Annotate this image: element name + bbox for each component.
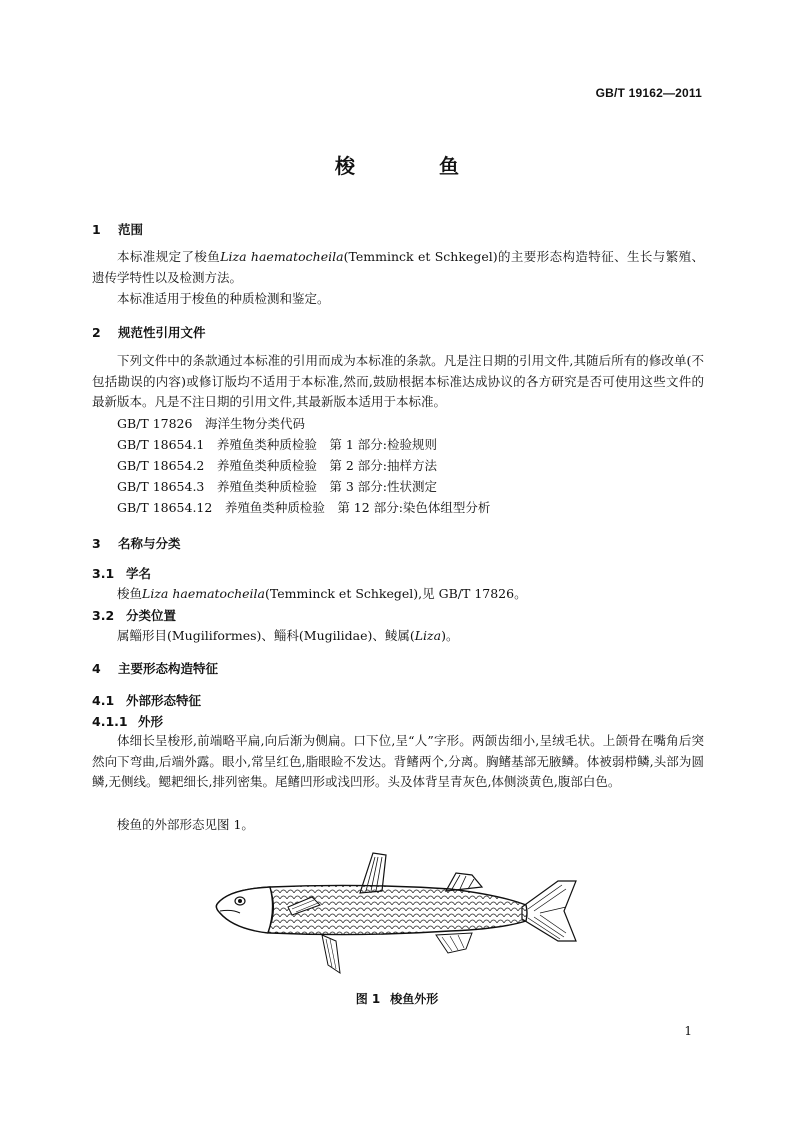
text: 本标准规定了梭鱼 bbox=[117, 249, 221, 264]
section-3-2-heading bbox=[92, 606, 176, 624]
section-4-1-1-heading bbox=[92, 712, 163, 730]
reference-item: GB/T 17826 海洋生物分类代码 bbox=[117, 416, 305, 431]
section-2-paragraph-1: 下列文件中的条款通过本标准的引用而成为本标准的条款。凡是注日期的引用文件,其随后所有的修改单(不包括勘误的内容)或修订版均不适用于本标准,然而,鼓励根据本标准达成协议的各方研究是否可使用这些文件的最新版本。凡是不注日期的引用文件,其最新版本适用于本标准。 bbox=[92, 353, 704, 409]
section-2-heading bbox=[92, 323, 206, 341]
section-title: 学名 bbox=[126, 566, 152, 581]
text: (Temminck et Schkegel)的主要形态构造特征、生长与繁殖、遗传学特性以及检测方法。 bbox=[92, 249, 705, 285]
section-number: 2 bbox=[92, 325, 101, 340]
section-4-1-1-paragraph-1: 体细长呈梭形,前端略平扁,向后渐为侧扁。口下位,呈“人”字形。两颌齿细小,呈绒毛状。上颌骨在嘴角后突然向下弯曲,后端外露。眼小,常呈红色,脂眼睑不发达。背鳍两个,分离。胸鳍基部无腋鳞。体被弱栉鳞,头部为圆鳞,无侧线。鳃耙细长,排列密集。尾鳍凹形或浅凹形。头及体背呈青灰色,体侧淡黄色,腹部白色。 bbox=[92, 733, 704, 789]
figure-label: 图 1 bbox=[355, 992, 381, 1006]
section-4-1-1-paragraph-2: 梭鱼的外部形态见图 1。 bbox=[117, 817, 254, 832]
title-char-right: 鱼 bbox=[439, 154, 459, 178]
title-char-left: 梭 bbox=[335, 154, 355, 178]
section-3-2-text bbox=[92, 626, 704, 647]
reference-item: GB/T 18654.2 养殖鱼类种质检验 第 2 部分:抽样方法 bbox=[117, 458, 437, 473]
standard-code: GB/T 19162—2011 bbox=[595, 86, 702, 100]
section-3-1-text bbox=[92, 584, 704, 605]
section-4-1-heading bbox=[92, 691, 201, 709]
section-3-heading bbox=[92, 534, 181, 552]
section-number: 3 bbox=[92, 536, 101, 551]
document-title bbox=[0, 150, 794, 179]
figure-title: 梭鱼外形 bbox=[390, 992, 439, 1006]
section-number: 4.1.1 bbox=[92, 714, 128, 729]
section-number: 3.2 bbox=[92, 608, 115, 623]
section-number: 3.1 bbox=[92, 566, 115, 581]
section-number: 4 bbox=[92, 661, 101, 676]
section-title: 主要形态构造特征 bbox=[118, 661, 219, 676]
page-number: 1 bbox=[684, 1024, 692, 1038]
section-1-heading bbox=[92, 220, 143, 238]
section-number: 1 bbox=[92, 222, 101, 237]
text: 属鲻形目(Mugiliformes)、鲻科(Mugilidae)、鲮属( bbox=[117, 628, 415, 643]
fish-illustration bbox=[210, 845, 590, 980]
text: 梭鱼 bbox=[117, 586, 143, 601]
section-title: 范围 bbox=[118, 222, 144, 237]
text: )。 bbox=[441, 628, 459, 643]
section-4-heading bbox=[92, 659, 218, 677]
section-title: 名称与分类 bbox=[118, 536, 181, 551]
section-1-paragraph-1 bbox=[92, 247, 704, 288]
section-1-paragraph-2: 本标准适用于梭鱼的种质检测和鉴定。 bbox=[117, 291, 330, 306]
figure-caption bbox=[0, 990, 794, 1007]
section-title: 外形 bbox=[138, 714, 164, 729]
section-title: 规范性引用文件 bbox=[118, 325, 206, 340]
section-title: 分类位置 bbox=[126, 608, 177, 623]
section-number: 4.1 bbox=[92, 693, 115, 708]
text: (Temminck et Schkegel),见 GB/T 17826。 bbox=[264, 586, 527, 601]
section-title: 外部形态特征 bbox=[126, 693, 202, 708]
latin-name: Liza haematocheila bbox=[220, 249, 344, 264]
latin-name: Liza bbox=[414, 628, 442, 643]
section-3-1-heading bbox=[92, 564, 151, 582]
reference-item: GB/T 18654.1 养殖鱼类种质检验 第 1 部分:检验规则 bbox=[117, 437, 437, 452]
reference-item: GB/T 18654.3 养殖鱼类种质检验 第 3 部分:性状测定 bbox=[117, 479, 437, 494]
latin-name: Liza haematocheila bbox=[142, 586, 265, 601]
reference-item: GB/T 18654.12 养殖鱼类种质检验 第 12 部分:染色体组型分析 bbox=[117, 500, 491, 515]
